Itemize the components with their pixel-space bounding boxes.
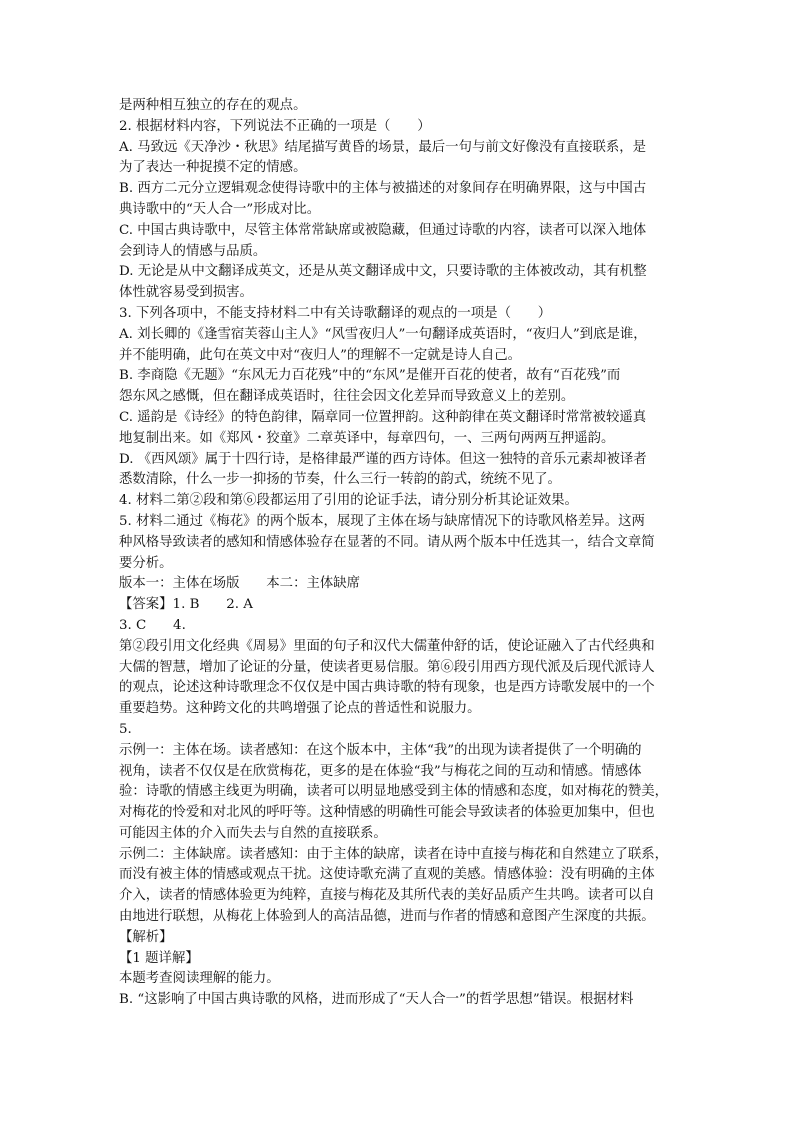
- text-line: D. 《西风颂》属于十四行诗，是格律最严谨的西方诗体。但这一独特的音乐元素却被译者: [119, 451, 647, 467]
- text-line: 5.: [119, 721, 132, 737]
- text-line: 并不能明确，此句在英文中对“夜归人”的理解不一定就是诗人自己。: [119, 347, 522, 363]
- text-line: 悉数清除，什么一步一抑扬的节奏，什么三行一转韵的韵式，统统不见了。: [119, 472, 561, 488]
- text-line: 示例二：主体缺席。读者感知：由于主体的缺席，读者在诗中直接与梅花和自然建立了联系，: [119, 846, 669, 862]
- text-line: 第②段引用文化经典《周易》里面的句子和汉代大儒董仲舒的话，使论证融入了古代经典和: [119, 638, 655, 654]
- text-line: D. 无论是从中文翻译成英文，还是从英文翻译成中文，只要诗歌的主体被改动，其有机整: [119, 264, 647, 280]
- text-line: 地复制出来。如《郑风・狡童》二章英译中，每章四句，一、三两句两两互押遥韵。: [119, 430, 615, 446]
- text-line: 5. 材料二通过《梅花》的两个版本，展现了主体在场与缺席情况下的诗歌风格差异。这两: [119, 513, 645, 529]
- text-line: 对梅花的怜爱和对北风的呼吁等。这种情感的明确性可能会导致读者的体验更加集中，但也: [119, 805, 655, 821]
- text-line: 3. C 4.: [119, 617, 186, 633]
- text-line: 【答案】1. B 2. A: [119, 597, 253, 613]
- text-line: 版本一：主体在场版 本二：主体缺席: [119, 576, 361, 592]
- text-line: 重要趋势。这种跨文化的共鸣增强了论点的普适性和说服力。: [119, 701, 481, 717]
- text-line: C. 遥韵是《诗经》的特色韵律，隔章同一位置押韵。这种韵律在英文翻译时常常被较遥真: [119, 409, 647, 425]
- text-line: B. “这影响了中国古典诗歌的风格，进而形成了“天人合一”的哲学思想”错误。根据材料: [119, 992, 634, 1008]
- text-line: 【1 题详解】: [119, 950, 199, 966]
- text-line: 而没有被主体的情感或观点干扰。这使诗歌充满了直观的美感。情感体验：没有明确的主体: [119, 867, 655, 883]
- text-line: 视角，读者不仅仅是在欣赏梅花，更多的是在体验“我”与梅花之间的互动和情感。情感体: [119, 763, 642, 779]
- text-line: 由地进行联想，从梅花上体验到人的高洁品德，进而与作者的情感和意图产生深度的共振。: [119, 909, 655, 925]
- text-line: B. 西方二元分立逻辑观念使得诗歌中的主体与被描述的对象间存在明确界限，这与中国古: [119, 181, 647, 197]
- text-line: 本题考查阅读理解的能力。: [119, 971, 280, 987]
- text-line: 2. 根据材料内容，下列说法不正确的一项是（ ）: [119, 118, 431, 134]
- text-line: 为了表达一种捉摸不定的情感。: [119, 160, 307, 176]
- text-line: 会到诗人的情感与品质。: [119, 243, 267, 259]
- text-line: C. 中国古典诗歌中，尽管主体常常缺席或被隐藏，但通过诗歌的内容，读者可以深入地体: [119, 222, 647, 238]
- text-line: 怨东风之感慨，但在翻译成英语时，往往会因文化差异而导致意义上的差别。: [119, 389, 575, 405]
- text-line: 示例一：主体在场。读者感知：在这个版本中，主体“我”的出现为读者提供了一个明确的: [119, 742, 642, 758]
- text-line: A. 马致远《天净沙・秋思》结尾描写黄昏的场景，最后一句与前文好像没有直接联系，是: [119, 139, 647, 155]
- document-page: [119, 96, 679, 1011]
- text-line: 4. 材料二第②段和第⑥段都运用了引用的论证手法，请分别分析其论证效果。: [119, 493, 578, 509]
- text-line: 是两种相互独立的存在的观点。: [119, 98, 307, 113]
- text-line: 验：诗歌的情感主线更为明确，读者可以明显地感受到主体的情感和态度，如对梅花的赞美，: [119, 784, 669, 800]
- text-line: A. 刘长卿的《逢雪宿芙蓉山主人》“风雪夜归人”一句翻译成英语时，“夜归人”到底是谁，: [119, 326, 647, 342]
- text-line: 体性就容易受到损害。: [119, 285, 253, 301]
- text-line: 要分析。: [119, 555, 173, 571]
- text-line: 的观点，论述这种诗歌理念不仅仅是中国古典诗歌的特有现象，也是西方诗歌发展中的一个: [119, 680, 655, 696]
- text-line: 3. 下列各项中，不能支持材料二中有关诗歌翻译的观点的一项是（ ）: [119, 305, 552, 321]
- text-line: B. 李商隐《无题》“东风无力百花残”中的“东风”是催开百花的使者，故有“百花残”而: [119, 368, 621, 384]
- text-line: 介入，读者的情感体验更为纯粹，直接与梅花及其所代表的美好品质产生共鸣。读者可以自: [119, 888, 655, 904]
- text-line: 典诗歌中的“天人合一”形成对比。: [119, 201, 321, 217]
- text-line: 【解析】: [119, 929, 173, 945]
- text-line: 大儒的智慧，增加了论证的分量，使读者更易信服。第⑥段引用西方现代派及后现代派诗人: [119, 659, 655, 675]
- text-line: 可能因主体的介入而失去与自然的直接联系。: [119, 825, 387, 841]
- text-line: 种风格导致读者的感知和情感体验存在显著的不同。请从两个版本中任选其一，结合文章简: [119, 534, 655, 550]
